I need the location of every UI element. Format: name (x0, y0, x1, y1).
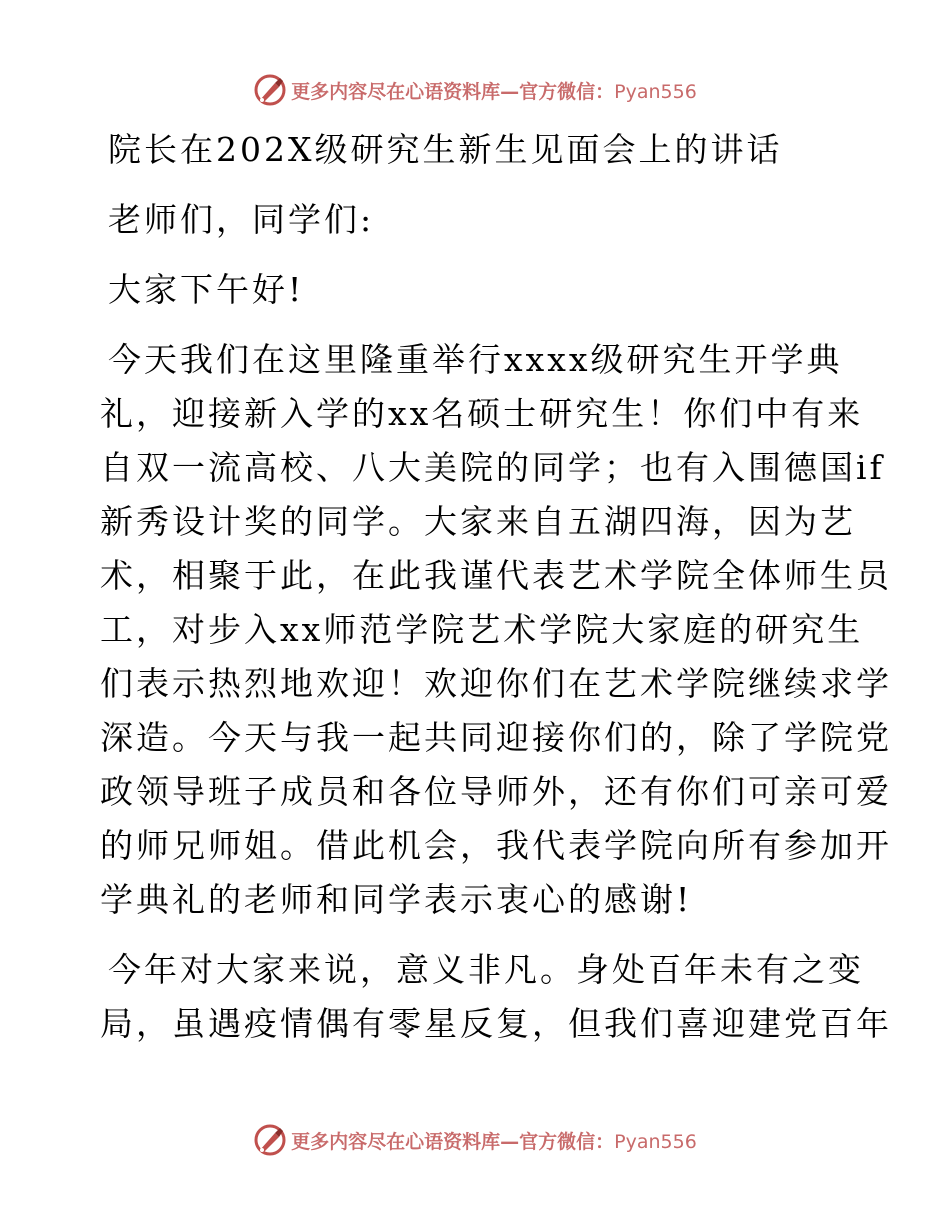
paragraph-line: 自双一流高校、八大美院的同学；也有入围德国if (100, 448, 885, 487)
document-body (100, 123, 892, 1051)
document-title: 院长在202X级研究生新生见面会上的讲话 (108, 130, 783, 169)
pen-logo-icon (253, 73, 287, 107)
paragraph-line: 工，对步入xx师范学院艺术学院大家庭的研究生 (100, 610, 864, 649)
paragraph-line: 新秀设计奖的同学。大家来自五湖四海，因为艺 (100, 502, 856, 541)
paragraph-line: 今天我们在这里隆重举行xxxx级研究生开学典 (108, 340, 843, 379)
banner-text: 更多内容尽在心语资料库—官方微信：Pyan556 (291, 1130, 697, 1153)
banner-text: 更多内容尽在心语资料库—官方微信：Pyan556 (291, 80, 697, 103)
paragraph-line: 深造。今天与我一起共同迎接你们的，除了学院党 (100, 718, 892, 757)
paragraph-line: 学典礼的老师和同学表示衷心的感谢! (100, 880, 693, 919)
paragraph-1 (100, 333, 892, 927)
paragraph-line: 局，虽遇疫情偶有零星反复，但我们喜迎建党百年 (100, 1004, 892, 1043)
paragraph-line: 礼，迎接新入学的xx名硕士研究生！你们中有来 (100, 394, 864, 433)
salutation: 老师们，同学们: (108, 200, 375, 239)
paragraph-line: 们表示热烈地欢迎！欢迎你们在艺术学院继续求学 (100, 664, 892, 703)
paragraph-line: 今年对大家来说，意义非凡。身处百年未有之变 (108, 950, 864, 989)
header-banner (0, 70, 950, 110)
paragraph-line: 政领导班子成员和各位导师外，还有你们可亲可爱 (100, 772, 892, 811)
paragraph-2 (100, 943, 892, 1051)
footer-banner (0, 1120, 950, 1160)
paragraph-line: 术，相聚于此，在此我谨代表艺术学院全体师生员 (100, 556, 892, 595)
pen-logo-icon (253, 1123, 287, 1157)
paragraph-line: 的师兄师姐。借此机会，我代表学院向所有参加开 (100, 826, 892, 865)
greeting: 大家下午好! (108, 270, 305, 309)
